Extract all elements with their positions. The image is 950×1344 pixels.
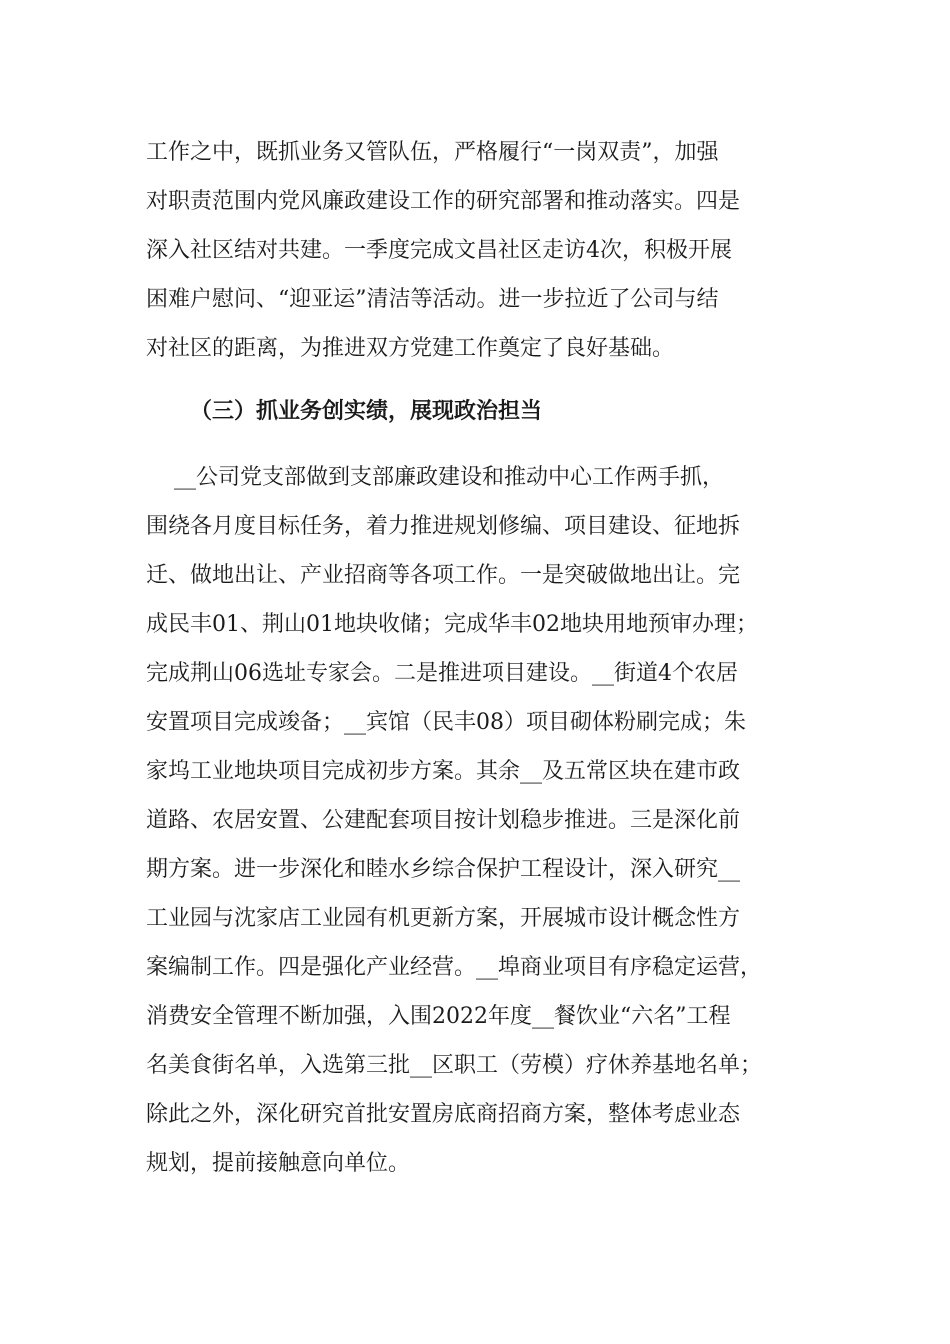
paragraph-line: 对社区的距离，为推进双方党建工作奠定了良好基础。 bbox=[146, 336, 675, 361]
paragraph-line: 道路、农居安置、公建配套项目按计划稳步推进。三是深化前 bbox=[146, 808, 741, 833]
section-heading: （三）抓业务创实绩，展现政治担当 bbox=[190, 399, 543, 424]
paragraph-line: 工作之中，既抓业务又管队伍，严格履行“一岗双责”，加强 bbox=[146, 140, 719, 165]
paragraph-line: 成民丰01、荆山01地块收储；完成华丰02地块用地预审办理； bbox=[146, 612, 758, 637]
paragraph-line: 完成荆山06选址专家会。二是推进项目建设。__街道4个农居 bbox=[146, 661, 738, 686]
paragraph-line: 围绕各月度目标任务，着力推进规划修编、项目建设、征地拆 bbox=[146, 514, 741, 539]
paragraph-line: 规划，提前接触意向单位。 bbox=[146, 1151, 411, 1176]
paragraph-line: 期方案。进一步深化和睦水乡综合保护工程设计，深入研究__ bbox=[146, 857, 741, 882]
paragraph-line: 除此之外，深化研究首批安置房底商招商方案，整体考虑业态 bbox=[146, 1102, 741, 1127]
paragraph-line: 迁、做地出让、产业招商等各项工作。一是突破做地出让。完 bbox=[146, 563, 741, 588]
paragraph-line: 安置项目完成竣备；__宾馆（民丰08）项目砌体粉刷完成；朱 bbox=[146, 710, 746, 735]
paragraph-line: __公司党支部做到支部廉政建设和推动中心工作两手抓， bbox=[146, 465, 724, 490]
paragraph-line: 深入社区结对共建。一季度完成文昌社区走访4次，积极开展 bbox=[146, 238, 732, 263]
paragraph-line: 消费安全管理不断加强，入围2022年度__餐饮业“六名”工程 bbox=[146, 1004, 731, 1029]
paragraph-line: 家坞工业地块项目完成初步方案。其余__及五常区块在建市政 bbox=[146, 759, 741, 784]
paragraph-line: 案编制工作。四是强化产业经营。__埠商业项目有序稳定运营， bbox=[146, 955, 763, 980]
paragraph-line: 名美食街名单，入选第三批__区职工（劳模）疗休养基地名单； bbox=[146, 1053, 763, 1078]
paragraph-line: 对职责范围内党风廉政建设工作的研究部署和推动落实。四是 bbox=[146, 189, 741, 214]
paragraph-line: 困难户慰问、“迎亚运”清洁等活动。进一步拉近了公司与结 bbox=[146, 287, 719, 312]
paragraph-line: 工业园与沈家店工业园有机更新方案，开展城市设计概念性方 bbox=[146, 906, 741, 931]
